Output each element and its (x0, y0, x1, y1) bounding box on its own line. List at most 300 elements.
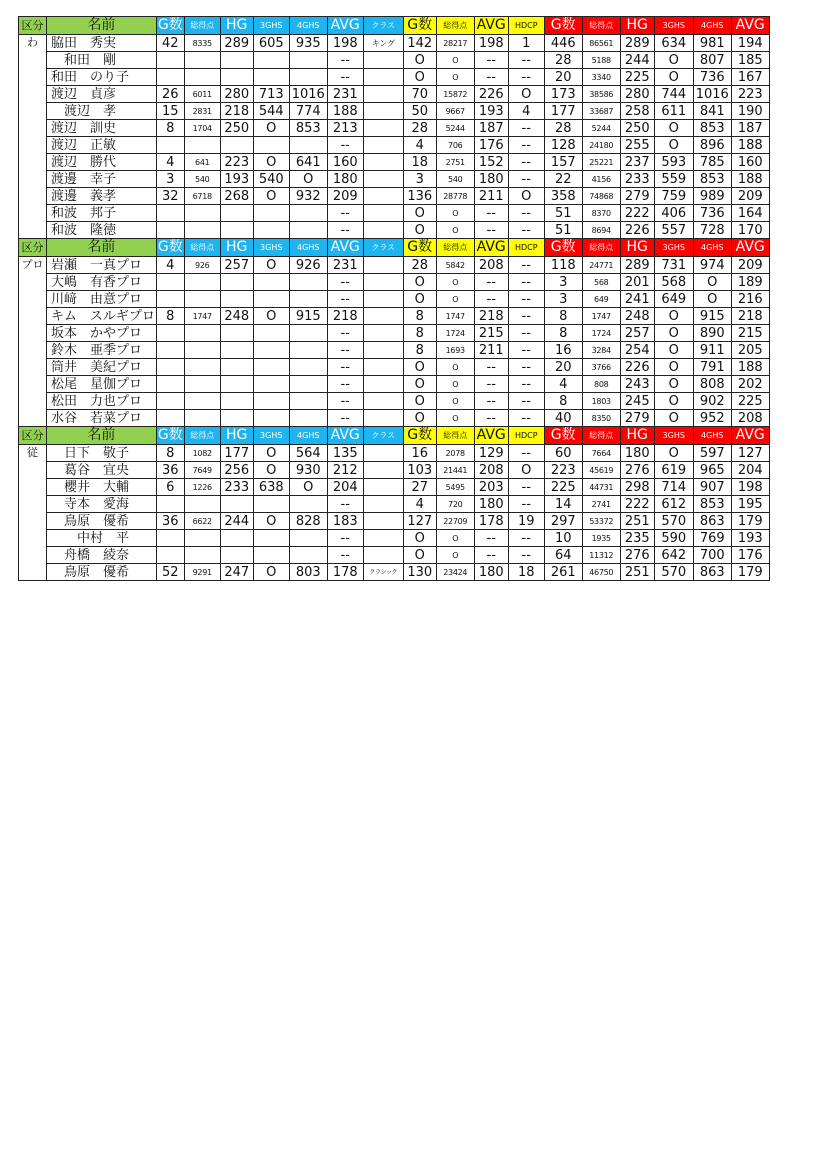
cell-c-3: 590 (654, 530, 693, 547)
cell-c-1: 649 (582, 291, 620, 308)
cell-c-4: 736 (693, 205, 731, 222)
cell-b-3: -- (508, 137, 544, 154)
header-a-2: HG (220, 17, 253, 35)
cell-c-0: 28 (544, 52, 582, 69)
cell-c-4: 807 (693, 52, 731, 69)
cell-b-3: -- (508, 479, 544, 496)
cell-c-4: 965 (693, 462, 731, 479)
cell-a-6 (363, 308, 403, 325)
cell-c-1: 1747 (582, 308, 620, 325)
table-row (19, 462, 770, 479)
cell-a-2 (220, 325, 253, 342)
cell-a-4: 926 (289, 257, 327, 274)
cell-a-6 (363, 103, 403, 120)
cell-c-3: 649 (654, 291, 693, 308)
cell-b-1: 540 (436, 171, 474, 188)
cell-c-1: 7664 (582, 445, 620, 462)
cell-c-5: 204 (731, 462, 769, 479)
cell-b-2: 215 (474, 325, 508, 342)
cell-a-5: -- (327, 325, 363, 342)
player-name: 中村 平 (47, 530, 157, 547)
cell-b-2: 208 (474, 257, 508, 274)
cell-a-1 (184, 393, 220, 410)
cell-a-0: 6 (156, 479, 184, 496)
cell-a-2: 280 (220, 86, 253, 103)
cell-b-0: O (403, 530, 436, 547)
cell-c-5: 209 (731, 257, 769, 274)
cell-a-1 (184, 547, 220, 564)
cell-a-2 (220, 222, 253, 239)
cell-a-4: 1016 (289, 86, 327, 103)
cell-a-4 (289, 205, 327, 222)
cell-c-0: 4 (544, 376, 582, 393)
cell-c-2: 225 (620, 69, 654, 86)
cell-a-5: -- (327, 393, 363, 410)
cell-c-1: 24771 (582, 257, 620, 274)
cell-c-2: 237 (620, 154, 654, 171)
cell-c-5: 189 (731, 274, 769, 291)
cell-a-5: 183 (327, 513, 363, 530)
cell-b-0: O (403, 205, 436, 222)
cell-a-0 (156, 52, 184, 69)
table-row (19, 86, 770, 103)
cell-b-3: -- (508, 445, 544, 462)
cell-b-1: 15872 (436, 86, 474, 103)
cell-c-0: 10 (544, 530, 582, 547)
cell-c-5: 190 (731, 103, 769, 120)
header-a-6: クラス (363, 239, 403, 257)
header-a-4: 4GHS (289, 17, 327, 35)
cell-c-0: 14 (544, 496, 582, 513)
cell-a-3 (253, 342, 289, 359)
cell-b-3: -- (508, 222, 544, 239)
cell-a-6 (363, 274, 403, 291)
header-b-2: AVG (474, 239, 508, 257)
cell-c-5: 188 (731, 171, 769, 188)
cell-c-0: 261 (544, 564, 582, 581)
cell-a-6: クラシック (363, 564, 403, 581)
cell-c-2: 289 (620, 257, 654, 274)
cell-c-0: 20 (544, 69, 582, 86)
header-category: 区分 (19, 427, 47, 445)
cell-a-5: 204 (327, 479, 363, 496)
cell-a-6 (363, 479, 403, 496)
cell-b-2: -- (474, 69, 508, 86)
cell-c-4: 896 (693, 137, 731, 154)
player-name: 川﨑 由意プロ (47, 291, 157, 308)
cell-c-3: O (654, 137, 693, 154)
cell-b-2: -- (474, 291, 508, 308)
player-name: 渡邊 義孝 (47, 188, 157, 205)
cell-c-5: 185 (731, 52, 769, 69)
cell-b-3: O (508, 462, 544, 479)
cell-c-3: 559 (654, 171, 693, 188)
cell-b-2: 211 (474, 188, 508, 205)
cell-c-5: 215 (731, 325, 769, 342)
cell-c-0: 51 (544, 222, 582, 239)
cell-c-4: 853 (693, 120, 731, 137)
cell-b-3: -- (508, 171, 544, 188)
table-row (19, 547, 770, 564)
cell-c-4: 863 (693, 513, 731, 530)
header-b-3: HDCP (508, 239, 544, 257)
cell-c-5: 223 (731, 86, 769, 103)
cell-b-3: -- (508, 52, 544, 69)
header-a-1: 総得点 (184, 427, 220, 445)
cell-b-0: O (403, 291, 436, 308)
cell-a-5: -- (327, 359, 363, 376)
header-c-1: 総得点 (582, 239, 620, 257)
cell-b-3: O (508, 86, 544, 103)
cell-a-3: O (253, 120, 289, 137)
header-b-2: AVG (474, 427, 508, 445)
cell-a-5: -- (327, 222, 363, 239)
cell-c-2: 248 (620, 308, 654, 325)
cell-b-0: 8 (403, 342, 436, 359)
player-name: 筒井 美紀プロ (47, 359, 157, 376)
cell-a-5: -- (327, 496, 363, 513)
cell-c-2: 226 (620, 222, 654, 239)
cell-a-1 (184, 530, 220, 547)
cell-b-1: 1693 (436, 342, 474, 359)
header-c-0: G数 (544, 239, 582, 257)
header-c-5: AVG (731, 239, 769, 257)
table-row (19, 342, 770, 359)
cell-b-1: O (436, 547, 474, 564)
cell-a-6 (363, 325, 403, 342)
cell-a-6 (363, 530, 403, 547)
table-row (19, 513, 770, 530)
cell-b-1: 720 (436, 496, 474, 513)
cell-a-3 (253, 222, 289, 239)
cell-b-1: 9667 (436, 103, 474, 120)
cell-c-0: 8 (544, 393, 582, 410)
cell-c-3: O (654, 376, 693, 393)
cell-a-2: 250 (220, 120, 253, 137)
cell-a-2 (220, 359, 253, 376)
player-name: 和田 のり子 (47, 69, 157, 86)
cell-a-6 (363, 376, 403, 393)
cell-c-0: 22 (544, 171, 582, 188)
cell-a-0 (156, 222, 184, 239)
cell-a-6 (363, 513, 403, 530)
cell-a-6 (363, 462, 403, 479)
cell-c-3: 570 (654, 513, 693, 530)
cell-b-0: 142 (403, 35, 436, 52)
header-row (19, 427, 770, 445)
cell-a-1 (184, 342, 220, 359)
cell-c-4: 890 (693, 325, 731, 342)
cell-c-1: 5188 (582, 52, 620, 69)
cell-c-4: 915 (693, 308, 731, 325)
cell-c-0: 64 (544, 547, 582, 564)
cell-c-5: 198 (731, 479, 769, 496)
cell-b-3: O (508, 188, 544, 205)
cell-b-2: 198 (474, 35, 508, 52)
cell-c-2: 279 (620, 410, 654, 427)
cell-b-1: O (436, 359, 474, 376)
cell-b-3: 1 (508, 35, 544, 52)
cell-c-2: 251 (620, 564, 654, 581)
cell-c-5: 167 (731, 69, 769, 86)
cell-c-4: 989 (693, 188, 731, 205)
cell-c-3: 642 (654, 547, 693, 564)
cell-a-5: -- (327, 69, 363, 86)
cell-a-0: 4 (156, 257, 184, 274)
cell-b-1: O (436, 291, 474, 308)
cell-c-1: 45619 (582, 462, 620, 479)
cell-b-3: -- (508, 308, 544, 325)
cell-b-1: 706 (436, 137, 474, 154)
cell-c-3: O (654, 120, 693, 137)
cell-a-4: 774 (289, 103, 327, 120)
cell-a-2 (220, 393, 253, 410)
header-a-1: 総得点 (184, 239, 220, 257)
cell-a-0: 32 (156, 188, 184, 205)
player-name: 松田 力也プロ (47, 393, 157, 410)
cell-c-3: O (654, 342, 693, 359)
cell-a-6 (363, 205, 403, 222)
cell-a-1 (184, 291, 220, 308)
cell-a-6 (363, 86, 403, 103)
player-name: 和波 邦子 (47, 205, 157, 222)
header-row (19, 239, 770, 257)
cell-a-3: O (253, 564, 289, 581)
cell-c-0: 177 (544, 103, 582, 120)
cell-c-3: O (654, 393, 693, 410)
cell-a-3: O (253, 188, 289, 205)
cell-a-0 (156, 393, 184, 410)
cell-a-2: 247 (220, 564, 253, 581)
cell-a-3 (253, 274, 289, 291)
cell-a-5: -- (327, 52, 363, 69)
cell-c-2: 255 (620, 137, 654, 154)
cell-b-2: -- (474, 547, 508, 564)
cell-b-2: 187 (474, 120, 508, 137)
cell-c-5: 127 (731, 445, 769, 462)
cell-a-1 (184, 410, 220, 427)
cell-a-4: 641 (289, 154, 327, 171)
cell-c-2: 241 (620, 291, 654, 308)
cell-c-5: 218 (731, 308, 769, 325)
cell-c-5: 187 (731, 120, 769, 137)
cell-a-0: 36 (156, 462, 184, 479)
cell-c-2: 257 (620, 325, 654, 342)
cell-a-6 (363, 359, 403, 376)
cell-c-1: 3766 (582, 359, 620, 376)
cell-c-3: O (654, 325, 693, 342)
section-category: わ (19, 35, 47, 239)
cell-b-1: 28217 (436, 35, 474, 52)
cell-a-6 (363, 222, 403, 239)
cell-a-1 (184, 359, 220, 376)
header-c-3: 3GHS (654, 239, 693, 257)
cell-a-4 (289, 359, 327, 376)
cell-a-1 (184, 205, 220, 222)
header-c-4: 4GHS (693, 427, 731, 445)
cell-b-1: 23424 (436, 564, 474, 581)
player-name: 舟橋 綾奈 (47, 547, 157, 564)
cell-b-1: 1747 (436, 308, 474, 325)
table-row (19, 154, 770, 171)
table-row (19, 325, 770, 342)
table-row (19, 205, 770, 222)
cell-c-5: 195 (731, 496, 769, 513)
cell-c-1: 3340 (582, 69, 620, 86)
cell-a-2 (220, 291, 253, 308)
cell-b-1: 5244 (436, 120, 474, 137)
cell-b-3: -- (508, 547, 544, 564)
cell-a-6 (363, 410, 403, 427)
cell-c-4: 785 (693, 154, 731, 171)
cell-c-0: 223 (544, 462, 582, 479)
cell-a-0: 42 (156, 35, 184, 52)
cell-a-5: -- (327, 137, 363, 154)
cell-c-1: 8370 (582, 205, 620, 222)
cell-a-0 (156, 359, 184, 376)
cell-a-4: O (289, 171, 327, 188)
table-row (19, 188, 770, 205)
header-a-6: クラス (363, 17, 403, 35)
cell-a-0: 36 (156, 513, 184, 530)
cell-b-1: 2078 (436, 445, 474, 462)
cell-a-5: 198 (327, 35, 363, 52)
cell-b-3: -- (508, 274, 544, 291)
cell-c-2: 280 (620, 86, 654, 103)
cell-c-3: 557 (654, 222, 693, 239)
cell-b-2: 218 (474, 308, 508, 325)
cell-b-2: -- (474, 52, 508, 69)
cell-b-0: 27 (403, 479, 436, 496)
cell-c-4: 1016 (693, 86, 731, 103)
cell-a-3 (253, 52, 289, 69)
cell-c-1: 568 (582, 274, 620, 291)
cell-a-3: O (253, 513, 289, 530)
cell-b-1: 22709 (436, 513, 474, 530)
cell-c-1: 33687 (582, 103, 620, 120)
cell-a-1: 1082 (184, 445, 220, 462)
cell-c-4: O (693, 274, 731, 291)
cell-c-0: 8 (544, 325, 582, 342)
cell-a-2: 248 (220, 308, 253, 325)
cell-b-1: 21441 (436, 462, 474, 479)
header-a-3: 3GHS (253, 17, 289, 35)
cell-c-5: 188 (731, 359, 769, 376)
cell-c-1: 74868 (582, 188, 620, 205)
player-name: 和波 隆徳 (47, 222, 157, 239)
cell-a-0 (156, 342, 184, 359)
cell-a-5: -- (327, 547, 363, 564)
player-name: 渡邊 幸子 (47, 171, 157, 188)
cell-b-0: O (403, 410, 436, 427)
cell-a-2 (220, 530, 253, 547)
cell-a-2: 223 (220, 154, 253, 171)
cell-c-0: 446 (544, 35, 582, 52)
cell-c-2: 298 (620, 479, 654, 496)
cell-a-5: -- (327, 274, 363, 291)
cell-a-4: 803 (289, 564, 327, 581)
cell-a-2: 289 (220, 35, 253, 52)
header-b-0: G数 (403, 17, 436, 35)
cell-b-0: 3 (403, 171, 436, 188)
cell-a-4 (289, 325, 327, 342)
cell-a-3: O (253, 445, 289, 462)
cell-c-5: 176 (731, 547, 769, 564)
player-name: 大嶋 有香プロ (47, 274, 157, 291)
cell-a-0: 15 (156, 103, 184, 120)
cell-a-3 (253, 205, 289, 222)
header-c-5: AVG (731, 427, 769, 445)
cell-b-1: 28778 (436, 188, 474, 205)
cell-c-0: 16 (544, 342, 582, 359)
cell-c-3: O (654, 308, 693, 325)
cell-a-1 (184, 69, 220, 86)
cell-a-6 (363, 257, 403, 274)
cell-a-1: 6718 (184, 188, 220, 205)
table-row (19, 69, 770, 86)
cell-a-3 (253, 359, 289, 376)
cell-b-0: O (403, 222, 436, 239)
cell-a-4 (289, 393, 327, 410)
cell-c-4: 700 (693, 547, 731, 564)
cell-a-3 (253, 137, 289, 154)
cell-c-1: 53372 (582, 513, 620, 530)
table-row (19, 479, 770, 496)
header-b-1: 総得点 (436, 17, 474, 35)
cell-c-2: 254 (620, 342, 654, 359)
cell-a-0 (156, 205, 184, 222)
player-name: 葛谷 宜央 (47, 462, 157, 479)
cell-c-4: 791 (693, 359, 731, 376)
cell-b-1: O (436, 52, 474, 69)
cell-c-5: 170 (731, 222, 769, 239)
cell-a-2 (220, 205, 253, 222)
table-row (19, 530, 770, 547)
cell-b-2: -- (474, 274, 508, 291)
cell-c-2: 222 (620, 205, 654, 222)
cell-c-0: 28 (544, 120, 582, 137)
cell-a-0: 8 (156, 445, 184, 462)
cell-b-2: -- (474, 376, 508, 393)
cell-c-0: 40 (544, 410, 582, 427)
cell-b-3: -- (508, 120, 544, 137)
header-c-1: 総得点 (582, 427, 620, 445)
header-a-5: AVG (327, 239, 363, 257)
table-body (19, 17, 770, 581)
cell-a-3: O (253, 154, 289, 171)
cell-c-4: 853 (693, 171, 731, 188)
cell-c-4: 952 (693, 410, 731, 427)
section-category: プロ (19, 257, 47, 427)
cell-a-2: 218 (220, 103, 253, 120)
cell-a-2: 268 (220, 188, 253, 205)
cell-b-0: 28 (403, 120, 436, 137)
table-row (19, 410, 770, 427)
cell-b-1: O (436, 69, 474, 86)
cell-a-6 (363, 171, 403, 188)
cell-a-3: 713 (253, 86, 289, 103)
cell-b-1: 5842 (436, 257, 474, 274)
header-c-5: AVG (731, 17, 769, 35)
cell-c-3: 570 (654, 564, 693, 581)
cell-a-5: -- (327, 410, 363, 427)
cell-a-4: 853 (289, 120, 327, 137)
header-b-1: 総得点 (436, 239, 474, 257)
cell-a-2 (220, 342, 253, 359)
cell-c-1: 1803 (582, 393, 620, 410)
cell-c-3: 568 (654, 274, 693, 291)
cell-c-5: 179 (731, 564, 769, 581)
